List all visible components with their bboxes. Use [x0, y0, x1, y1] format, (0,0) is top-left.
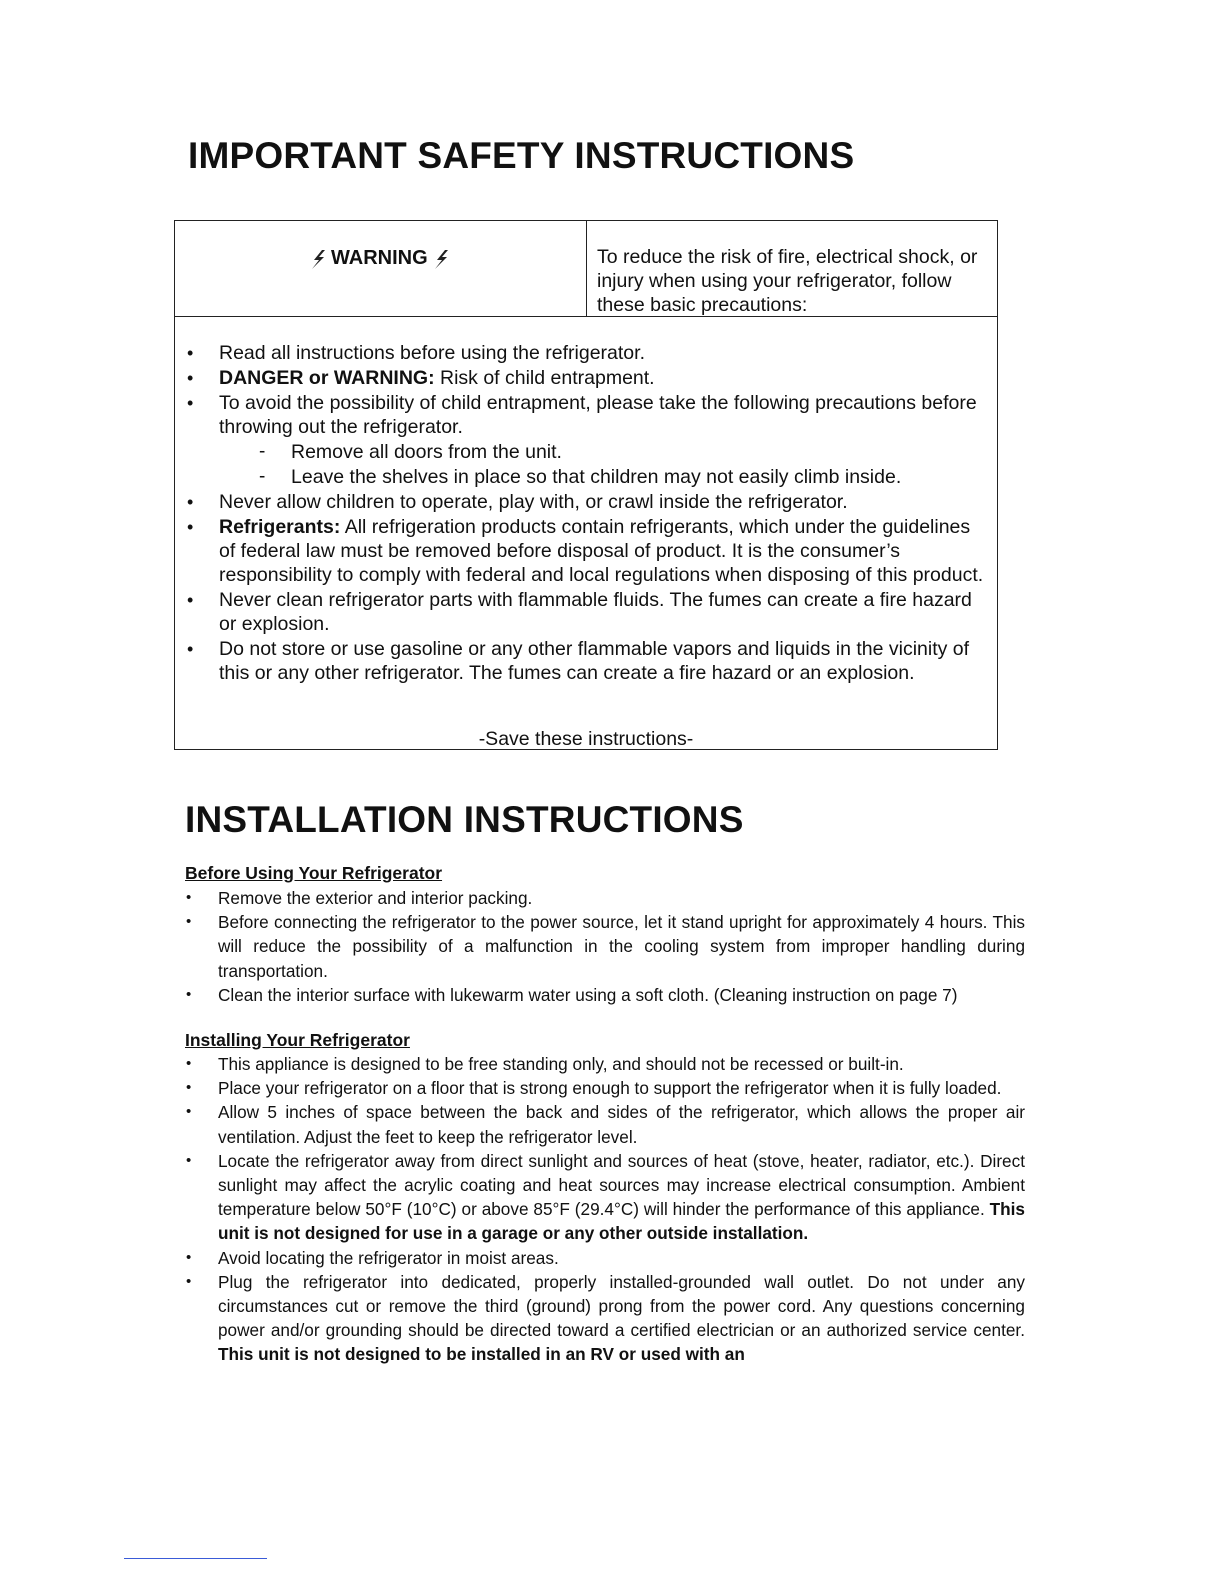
item-text: Never allow children to operate, play with, or crawl inside the refrigerator. [219, 491, 848, 513]
item-text: Locate the refrigerator away from direct sunlight and sources of heat (stove, heater, radiator, etc.). Direct sunlight may affect the acrylic coating and heat sources may increase electrical consumption. Ambient temperature below 50°F (10°C) or above 85°F (29.4°C) will hinder the performance of this appliance. [218, 1150, 1025, 1220]
save-instructions-note: -Save these instructions- [478, 728, 694, 750]
item-text: Allow 5 inches of space between the back and sides of the refrigerator, which allows the proper air ventilation. Adjust the feet to keep the refrigerator level. [218, 1102, 1025, 1147]
list-item [187, 637, 987, 685]
item-text: Plug the refrigerator into dedicated, properly installed-grounded wall outlet. Do not under any circumstances cut or remove the third (ground) prong from the power cord. Any questions concerning power and/or grounding should be directed toward a certified electrician or an authorized service center. [218, 1271, 1025, 1341]
item-text: Place your refrigerator on a floor that is strong enough to support the refrigerator when it is fully loaded. [218, 1078, 1002, 1099]
list-item [187, 515, 987, 587]
item-text: Before connecting the refrigerator to the power source, let it stand upright for approximately 4 hours. This will reduce the possibility of a malfunction in the cooling system from improper handling during transportation. [218, 912, 1025, 981]
precautions-text: To reduce the risk of fire, electrical shock, or injury when using your refrigerator, follow these basic precautions: [597, 246, 978, 316]
list-item [187, 588, 987, 636]
list-item [185, 1149, 1025, 1246]
warning-label [307, 247, 452, 270]
item-text: Avoid locating the refrigerator in moist areas. [218, 1247, 559, 1268]
before-using-list [185, 886, 1025, 1007]
list-item [185, 1052, 1025, 1076]
section-heading-installing: Installing Your Refrigerator [185, 1030, 410, 1050]
list-item [185, 1100, 1025, 1148]
item-bold-note: This unit is not designed for use in a garage or any other outside installation. [218, 1199, 1025, 1244]
item-text: All refrigeration products contain refrigerants, which under the guidelines of federal law must be removed before disposal of product. It is the consumer’s responsibility to comply with federal and local regulations when disposing of this product. [219, 516, 984, 586]
safety-warning-box [174, 220, 998, 750]
item-text: Remove the exterior and interior packing. [218, 888, 533, 908]
item-bold-note: This unit is not designed to be installed in an RV or used with an [218, 1344, 745, 1365]
list-item [187, 490, 987, 514]
warning-text: WARNING [331, 247, 428, 269]
list-item [187, 341, 987, 365]
list-item [185, 910, 1025, 983]
installing-list [185, 1052, 1025, 1367]
list-item [185, 886, 1025, 910]
list-item [187, 391, 987, 439]
item-text: Risk of child entrapment. [434, 367, 655, 389]
item-text: Do not store or use gasoline or any other flammable vapors and liquids in the vicinity of this or any other refrigerator. The fumes can create a fire hazard or an explosion. [219, 638, 970, 684]
item-text: Leave the shelves in place so that children may not easily climb inside. [291, 466, 902, 488]
item-text: Never clean refrigerator parts with flammable fluids. The fumes can create a fire hazard or explosion. [219, 589, 972, 635]
list-item [185, 983, 1025, 1007]
lightning-bolt-icon [430, 248, 452, 270]
safety-list [187, 341, 987, 686]
item-text: This appliance is designed to be free standing only, and should not be recessed or built-in. [218, 1054, 904, 1074]
section-heading-before-using: Before Using Your Refrigerator [185, 863, 443, 883]
item-bold-label: Refrigerants: [219, 516, 341, 538]
header-divider [586, 221, 587, 316]
item-text: Remove all doors from the unit. [291, 441, 562, 463]
list-item [185, 1270, 1025, 1367]
item-text: Read all instructions before using the refrigerator. [219, 342, 645, 364]
item-text: Clean the interior surface with lukewarm water using a soft cloth. (Cleaning instruction on page 7) [218, 984, 958, 1005]
list-item [185, 1246, 1025, 1270]
lightning-bolt-icon [307, 248, 329, 270]
footnote-rule [124, 1558, 267, 1559]
list-item [185, 1076, 1025, 1100]
item-text: To avoid the possibility of child entrapment, please take the following precautions before throwing out the refrigerator. [219, 392, 977, 438]
page-title-installation: INSTALLATION INSTRUCTIONS [185, 799, 744, 840]
page-title-safety: IMPORTANT SAFETY INSTRUCTIONS [188, 135, 855, 176]
sub-list-item [187, 440, 987, 464]
item-bold-label: DANGER or WARNING: [219, 367, 435, 389]
sub-list-item [187, 465, 987, 489]
list-item [187, 366, 987, 390]
warning-header [175, 221, 997, 317]
